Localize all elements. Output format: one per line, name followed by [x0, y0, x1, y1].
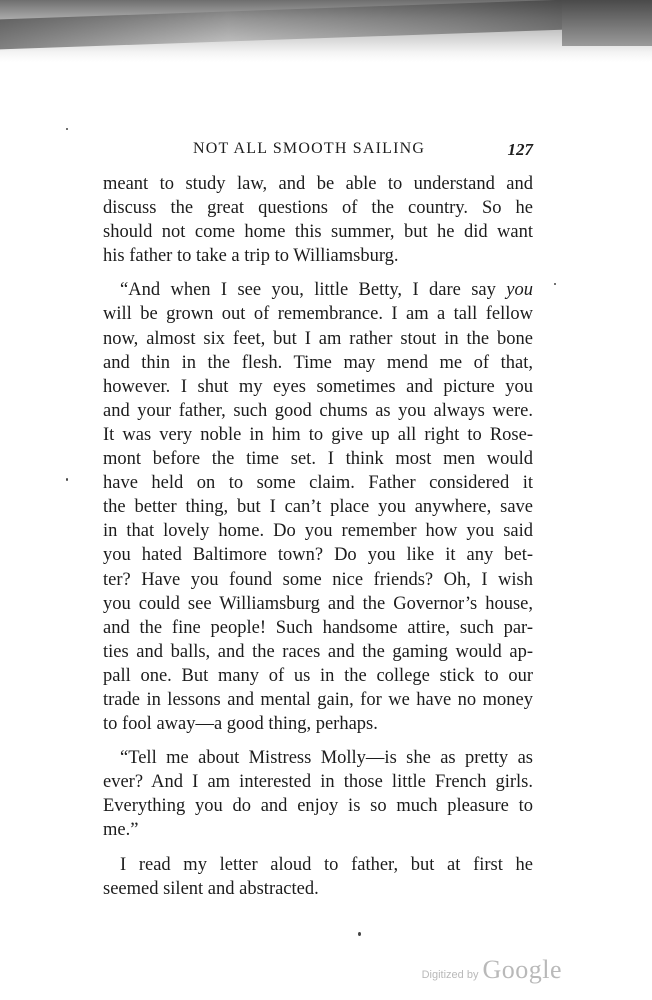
- watermark-prefix: Digitized by: [421, 969, 479, 981]
- text-line: I read my letter aloud to father, but at first he: [120, 854, 533, 875]
- text-line: ties and balls, and the races and the gaming would ap-: [103, 641, 533, 662]
- scanned-page-edge: [0, 0, 652, 62]
- text-line: trade in lessons and mental gain, for we have no money: [103, 689, 533, 710]
- text-line: now, almost six feet, but I am rather stout in the bone: [103, 328, 533, 349]
- text-line: however. I shut my eyes sometimes and picture you: [103, 376, 533, 397]
- scan-speck: [66, 128, 68, 130]
- text-line: will be grown out of remembrance. I am a tall fellow: [103, 304, 533, 325]
- text-line: discuss the great questions of the country. So he: [103, 198, 533, 219]
- body-text: [103, 172, 533, 901]
- text-line: have held on to some claim. Father considered it: [103, 473, 533, 494]
- text-line: “Tell me about Mistress Molly—is she as pretty as: [120, 748, 533, 769]
- digitized-by-google-watermark: [422, 955, 562, 985]
- paragraph: [103, 746, 533, 842]
- scan-speck: [66, 478, 68, 481]
- text-line: “And when I see you, little Betty, I dare say you: [120, 280, 533, 301]
- text-line: to fool away—a good thing, perhaps.: [103, 714, 378, 735]
- text-line: you could see Williamsburg and the Governor’s house,: [103, 593, 533, 614]
- text-line: and your father, such good chums as you always were.: [103, 400, 533, 421]
- watermark-brand: Google: [482, 955, 562, 984]
- text-line: mont before the time set. I think most men would: [103, 449, 533, 470]
- text-line: in that lovely home. Do you remember how you said: [103, 521, 533, 542]
- emphasis: you: [506, 280, 533, 301]
- paragraph: [103, 278, 533, 736]
- text-line: the better thing, but I can’t place you anywhere, save: [103, 497, 533, 518]
- scan-speck: [554, 283, 556, 285]
- text-line: his father to take a trip to Williamsburg.: [103, 246, 399, 267]
- scan-speck: [358, 932, 361, 936]
- text-line: ever? And I am interested in those little French girls.: [103, 772, 533, 793]
- page-number: 127: [507, 140, 533, 159]
- text-line: Everything you do and enjoy is so much pleasure to: [103, 796, 533, 817]
- text-line: should not come home this summer, but he did want: [103, 222, 533, 243]
- text-line: It was very noble in him to give up all right to Rose-: [103, 424, 533, 445]
- page-header: [103, 140, 533, 164]
- text-line: ter? Have you found some nice friends? Oh, I wish: [103, 569, 533, 590]
- text-line: and the fine people! Such handsome attire, such par-: [103, 617, 533, 638]
- text-line: pall one. But many of us in the college stick to our: [103, 665, 533, 686]
- paragraph: [103, 853, 533, 901]
- running-title: NOT ALL SMOOTH SAILING: [193, 140, 426, 157]
- text-line: me.”: [103, 820, 139, 841]
- text-line: and thin in the flesh. Time may mend me of that,: [103, 352, 533, 373]
- text-line: you hated Baltimore town? Do you like it any bet-: [103, 545, 533, 566]
- text-line: meant to study law, and be able to understand and: [103, 174, 533, 194]
- paragraph: [103, 172, 533, 268]
- text-line: seemed silent and abstracted.: [103, 878, 319, 899]
